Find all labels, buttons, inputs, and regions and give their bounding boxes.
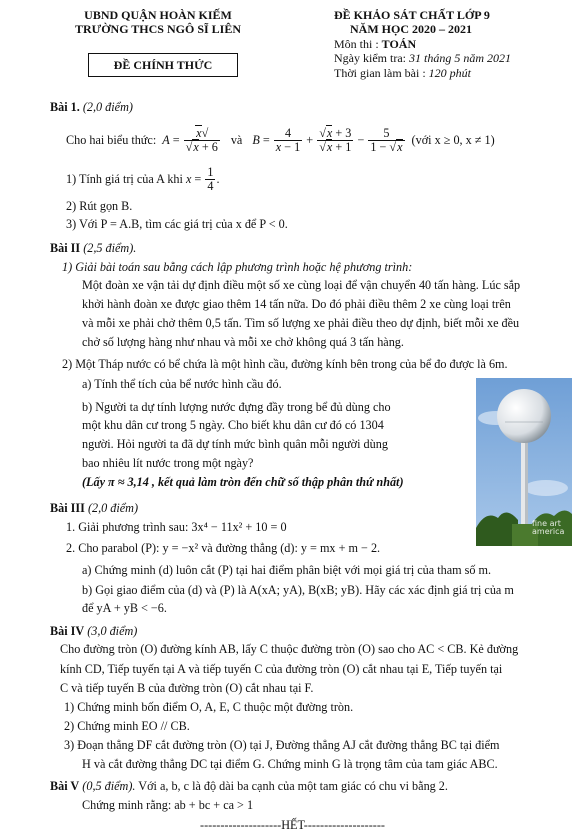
bai4-q3b: H và cắt đường thẳng DC tại điểm G. Chứng minh G là trọng tâm của tam giác ABC. (82, 757, 498, 771)
bai2-p2-b3: người. Hỏi người ta đã dự tính mức bình quân mỗi người dùng (82, 437, 388, 451)
school-district: UBND QUẬN HOÀN KIẾM (84, 8, 232, 22)
date-line: Ngày kiểm tra: 31 tháng 5 năm 2021 (334, 51, 511, 65)
bai4-q1: 1) Chứng minh bốn điểm O, A, E, C thuộc một đường tròn. (64, 700, 354, 714)
bai2-p2-b1: b) Người ta dự tính lượng nước đựng đầy trong bể đủ dùng cho (82, 400, 391, 414)
watermark-text: fine art america (532, 519, 565, 536)
bai2-p1-line2: khởi hành đoàn xe được giao thêm 14 tấn nữa. Do đó phải điều thêm 2 xe cùng loại trên (82, 297, 511, 311)
bai5-line1: Bài V (0,5 điểm). Với a, b, c là độ dài ba cạnh của một tam giác có chu vi bằng 2. (50, 779, 448, 793)
bai1-q2: 2) Rút gọn B. (66, 199, 133, 213)
bai1-heading: Bài 1. (2,0 điểm) (50, 100, 133, 114)
bai2-p2-b4: bao nhiêu lít nước trong một ngày? (82, 456, 254, 470)
bai2-p2-b2: một khu dân cư trong 5 ngày. Cho biết khu dân cư đó có 1304 (82, 418, 384, 432)
bai2-p2-head: 2) Một Tháp nước có bể chứa là một hình cầu, đường kính bên trong của bể đo được là 6m. (62, 357, 508, 371)
bai2-p2-a: a) Tính thể tích của bể nước hình cầu đó. (82, 377, 282, 391)
bai4-heading: Bài IV (3,0 điểm) (50, 624, 138, 638)
bai5-line2: Chứng minh rằng: ab + bc + ca > 1 (82, 798, 254, 812)
bai2-p1-head: 1) Giải bài toán sau bằng cách lập phương trình hoặc hệ phương trình: (62, 260, 413, 274)
bai3-q2: 2. Cho parabol (P): y = −x² và đường thẳng (d): y = mx + m − 2. (66, 541, 381, 555)
bai2-p1-line4: chở số lượng hàng như nhau và mỗi xe chở không quá 3 tấn hàng. (82, 335, 404, 349)
official-box: ĐỀ CHÍNH THỨC (88, 53, 238, 77)
bai2-p1-line1: Một đoàn xe vận tải dự định điều một số xe cùng loại để vận chuyển 40 tấn hàng. Lúc sắp (82, 278, 521, 292)
exam-title: ĐỀ KHẢO SÁT CHẤT LỚP 9 (334, 8, 490, 22)
bai4-line2: kính CD, Tiếp tuyến tại A và tiếp tuyến C của đường tròn (O) cắt nhau tại E, Tiếp tuyến tại (60, 662, 503, 676)
school-year: NĂM HỌC 2020 – 2021 (350, 22, 472, 36)
bai4-line3: C và tiếp tuyến B của đường tròn (O) cắt nhau tại F. (60, 681, 314, 695)
bai4-line1: Cho đường tròn (O) đường kính AB, lấy C thuộc đường tròn (O) sao cho AC < CB. Kẻ đường (60, 642, 519, 656)
bai2-heading: Bài II (2,5 điểm). (50, 241, 137, 255)
bai3-q2b1: b) Gọi giao điểm của (d) và (P) là A(xA; yA), B(xB; yB). Hãy các xác định giá trị của m (82, 583, 514, 597)
subject-line: Môn thi : TOÁN (334, 37, 417, 51)
bai2-p1-line3: và mỗi xe phải chở thêm 0,5 tấn. Tìm số lượng xe phải điều theo dự định, biết mỗi xe đều (82, 316, 520, 330)
water-tower-photo (476, 378, 572, 546)
bai2-p2-note: (Lấy π ≈ 3,14 , kết quả làm tròn đến chữ số thập phân thứ nhất) (82, 475, 404, 489)
bai1-q1: 1) Tính giá trị của A khi x = $\frac{1}{4}$ . (66, 165, 220, 193)
bai1-q3: 3) Với P = A.B, tìm các giá trị của x để P < 0. (66, 217, 288, 231)
school-name: TRƯỜNG THCS NGÔ SĨ LIÊN (74, 22, 242, 36)
bai1-expressions: Cho hai biểu thức: A = $\frac{x√}{√x + 6}$ và B = $\frac{4}{x - 1}$ + $\frac{√x + 3}{√x + 1}$ − $\frac{5}{1 - √x}$ (với x ≥ 0, x ≠ 1) (66, 126, 495, 154)
bai3-q1: 1. Giải phương trình sau: 3x⁴ − 11x² + 10 = 0 (66, 520, 287, 534)
time-line: Thời gian làm bài : 120 phút (334, 66, 472, 80)
bai4-q2: 2) Chứng minh EO // CB. (64, 719, 190, 733)
bai3-q2b2: để yA + yB < −6. (82, 601, 167, 615)
bai3-heading: Bài III (2,0 điểm) (50, 501, 139, 515)
bai4-q3a: 3) Đoạn thẳng DF cắt đường tròn (O) tại J, Đường thẳng AJ cắt đường thẳng BC tại điểm (64, 738, 500, 752)
bai3-q2a: a) Chứng minh (d) luôn cắt (P) tại hai điểm phân biệt với mọi giá trị của tham số m. (82, 563, 492, 577)
end-marker: --------------------HẾT-------------------- (200, 818, 385, 832)
